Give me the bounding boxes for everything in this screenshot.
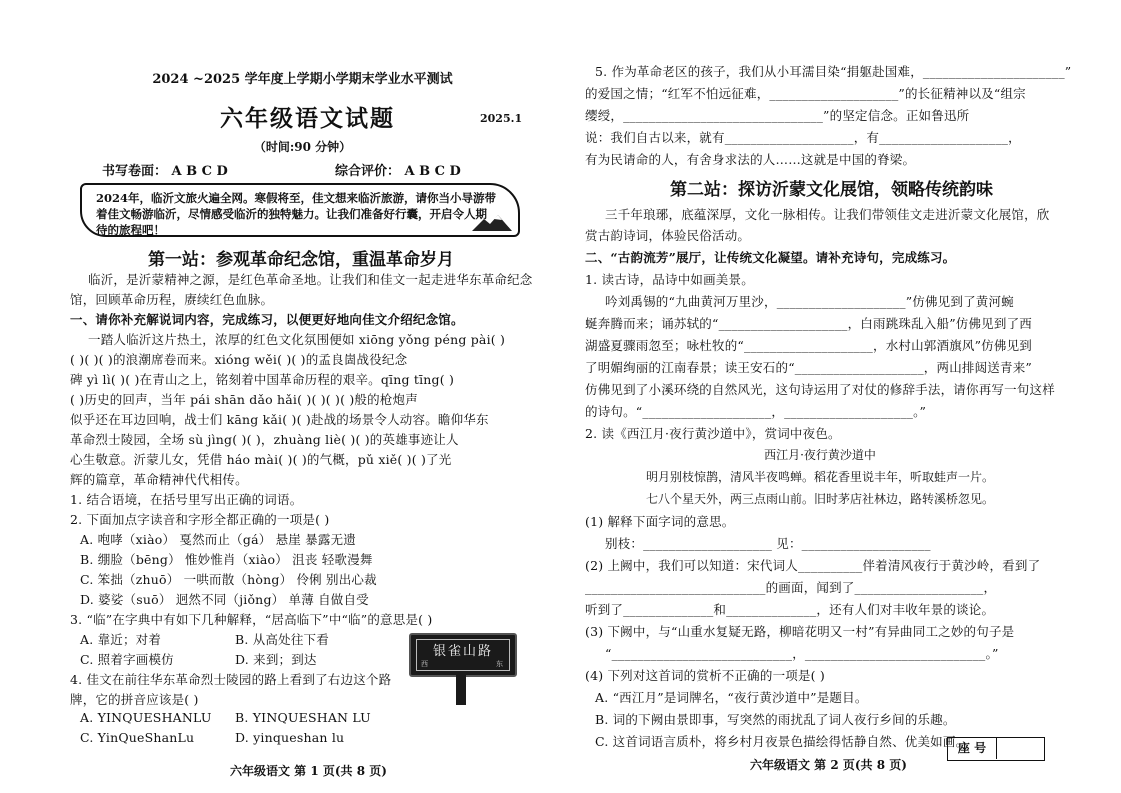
sub-question-3: (3) 下阙中，与“山重水复疑无路，柳暗花明又一村”有异曲同工之妙的句子是 xyxy=(585,624,1015,639)
passage-line: 一踏人临沂这片热土，浓厚的红色文化氛围便如 xiōng yǒng péng pài( ) xyxy=(88,332,506,347)
passage-line: 了明媚绚丽的江南春景；读王安石的“____________________，两山排闼送青来” xyxy=(585,360,1032,375)
sub-question-2-line: ____________________________的画面，闻到了____________________， xyxy=(585,580,997,595)
question-2: 2. 读《西江月·夜行黄沙道中》，赏词中夜色。 xyxy=(585,426,841,441)
option-a: A. 咆哮（xiào） 戛然而止（gá） 悬崖 暴露无遗 xyxy=(80,532,356,547)
passage-line: 似乎还在耳边回响，战士们 kāng kǎi( )( )赴战的场景令人动容。瞻仰华东 xyxy=(70,412,489,427)
passage-line: ( )( )( )的浪潮席卷而来。xióng wěi( )( )的孟良崮战役纪念 xyxy=(70,352,408,367)
option-a: A. YINQUESHANLU xyxy=(80,710,212,725)
question-1: 1. 结合语境，在括号里写出正确的词语。 xyxy=(70,492,303,507)
passage-line: 蜒奔腾而来；诵苏轼的“____________________，白雨跳珠乱入船”仿佛见到了西 xyxy=(585,316,1032,331)
question-1: 1. 读古诗，品诗中如画美景。 xyxy=(585,272,754,287)
sub-question-2: (2) 上阙中，我们可以知道：宋代词人__________伴着清风夜行于黄沙岭，看到了 xyxy=(585,558,1041,573)
poem-line: 七八个星天外，两三点雨山前。旧时茅店社林边，路转溪桥忽见。 xyxy=(645,492,994,506)
passage-line: 的诗句。“____________________，____________________。” xyxy=(585,404,927,419)
passage-line: 碑 yì lì( )( )在青山之上，铭刻着中国革命历程的艰辛。qīng tīng( ) xyxy=(70,372,455,387)
passage-line: 心生敬意。沂蒙儿女，凭借 háo mài( )( )的气概，pǔ xiě( )( )了光 xyxy=(70,452,452,467)
road-sign-image xyxy=(409,633,515,705)
intro-line: 馆，回顾革命历程，赓续红色血脉。 xyxy=(70,292,274,307)
page-footer: 六年级语文 第 2 页(共 8 页) xyxy=(750,758,907,772)
option-d: D. yinqueshan lu xyxy=(235,730,345,745)
question-4: 4. 佳文在前往华东革命烈士陵园的路上看到了右边这个路 xyxy=(70,672,392,687)
question-5: 5. 作为革命老区的孩子，我们从小耳濡目染“捐躯赴国难，______________________” xyxy=(595,64,1072,79)
passage-line: 革命烈士陵园，全场 sù jìng( )( )，zhuàng liè( )( )的英雄事迹让人 xyxy=(70,432,459,447)
option-c: C. YinQueShanLu xyxy=(80,730,195,745)
page-footer: 六年级语文 第 1 页(共 8 页) xyxy=(230,764,387,778)
option-c: C. 照着字画模仿 xyxy=(80,652,174,667)
question-4-cont: 牌，它的拼音应该是( ) xyxy=(70,692,199,707)
exam-title: 2024 ~2025 学年度上学期小学期末学业水平测试 xyxy=(152,72,453,87)
subject-title: 六年级语文试题 xyxy=(220,105,395,132)
option-a: A. “西江月”是词牌名，“夜行黄沙道中”是题目。 xyxy=(595,690,868,705)
road-sign-board xyxy=(409,633,517,677)
poem-title: 西江月·夜行黄沙道中 xyxy=(764,448,876,462)
writing-grade: 书写卷面： A B C D xyxy=(102,164,228,179)
seat-number-box xyxy=(947,737,1045,761)
intro-line: 赏古韵诗词，体验民俗活动。 xyxy=(585,228,751,243)
mountain-icon xyxy=(472,211,512,233)
option-b: B. 绷脸（bēng） 惟妙惟肖（xiào） 沮丧 轻歌漫舞 xyxy=(80,552,373,567)
question-5-line: 有为民请命的人，有舍身求法的人……这就是中国的脊梁。 xyxy=(585,152,916,167)
option-d: D. 来到；到达 xyxy=(235,652,317,667)
poem-line: 明月别枝惊鹊，清风半夜鸣蝉。稻花香里说丰年，听取蛙声一片。 xyxy=(645,470,994,484)
seat-number-label: 座 号 xyxy=(948,738,997,759)
option-c: C. 这首词语言质朴，将乡村月夜景色描绘得恬静自然、优美如画。 xyxy=(595,734,969,749)
road-sign-name: 银雀山路 xyxy=(432,644,493,659)
station-1-heading: 第一站：参观革命纪念馆，重温革命岁月 xyxy=(148,250,454,270)
exam-date: 2025.1 xyxy=(480,112,523,125)
passage-line: 辉的篇章，革命精神代代相传。 xyxy=(70,472,248,487)
passage-line: 湖盛夏骤雨忽至；咏杜牧的“____________________，水村山郭酒旗风”仿佛见到 xyxy=(585,338,1032,353)
station-2-heading: 第二站：探访沂蒙文化展馆，领略传统韵味 xyxy=(670,180,993,200)
road-sign-west: 西 xyxy=(421,660,428,668)
intro-banner xyxy=(80,183,520,237)
sub-question-1-blanks: 别枝：____________________ 见：____________________ xyxy=(605,536,931,551)
option-a: A. 靠近；对着 xyxy=(80,632,162,647)
question-2: 2. 下面加点字读音和字形全都正确的一项是( ) xyxy=(70,512,330,527)
sub-question-2-line: 听到了______________和______________，还有人们对丰收年景的谈论。 xyxy=(585,602,995,617)
sub-question-4: (4) 下列对这首词的赏析不正确的一项是( ) xyxy=(585,668,826,683)
option-b: B. 词的下阙由景即事，写突然的雨扰乱了词人夜行乡间的乐趣。 xyxy=(595,712,956,727)
option-b: B. 从高处往下看 xyxy=(235,632,329,647)
left-page xyxy=(70,0,535,793)
section-heading: 一、请你补充解说词内容，完成练习，以便更好地向佳文介绍纪念馆。 xyxy=(70,312,464,327)
intro-line: 三千年琅琊，底蕴深厚，文化一脉相传。让我们带领佳文走进沂蒙文化展馆，欣 xyxy=(605,207,1050,222)
option-c: C. 笨拙（zhuō） 一哄而散（hòng） 伶俐 别出心裁 xyxy=(80,572,377,587)
question-3: 3. “临”在字典中有如下几种解释，“居高临下”中“临”的意思是( ) xyxy=(70,612,433,627)
banner-text: 2024年，临沂文旅火遍全网。寒假将至，佳文想来临沂旅游，请你当小导游带着佳文畅游临沂，尽情感受临沂的独特魅力。让我们准备好行囊，开启令人期待的旅程吧！ xyxy=(96,191,497,237)
passage-line: 仿佛见到了小溪环绕的自然风光，这句诗运用了对仗的修辞手法，请你再写一句这样 xyxy=(585,382,1055,397)
sub-question-1: (1) 解释下面字词的意思。 xyxy=(585,514,735,529)
intro-line: 临沂，是沂蒙精神之源，是红色革命圣地。让我们和佳文一起走进华东革命纪念 xyxy=(88,272,533,287)
option-d: D. 婆娑（suō） 迥然不同（jiǒng） 单薄 自做自受 xyxy=(80,592,369,607)
road-sign-pole xyxy=(456,675,466,705)
option-b: B. YINQUESHAN LU xyxy=(235,710,371,725)
sub-question-3-blanks: “____________________________，____________________________。” xyxy=(605,646,999,661)
question-5-line: 的爱国之情；“红军不怕远征难，____________________”的长征精神以及“组宗 xyxy=(585,86,1026,101)
section-heading: 二、“古韵流芳”展厅，让传统文化凝望。请补充诗句，完成练习。 xyxy=(585,250,956,265)
exam-time: （时间:90 分钟） xyxy=(253,140,352,154)
overall-grade: 综合评价： A B C D xyxy=(335,164,461,179)
question-5-line: 缨绶，_______________________________”的坚定信念。正如鲁迅所 xyxy=(585,108,970,123)
road-sign-east: 东 xyxy=(496,660,503,668)
passage-line: ( )历史的回声，当年 pái shān dǎo hǎi( )( )( )( )般的枪炮声 xyxy=(70,392,418,407)
passage-line: 吟刘禹锡的“九曲黄河万里沙，____________________”仿佛见到了黄河蜿 xyxy=(605,294,1014,309)
right-page xyxy=(585,0,1072,793)
question-5-line: 说：我们自古以来，就有____________________，有____________________， xyxy=(585,130,1021,145)
